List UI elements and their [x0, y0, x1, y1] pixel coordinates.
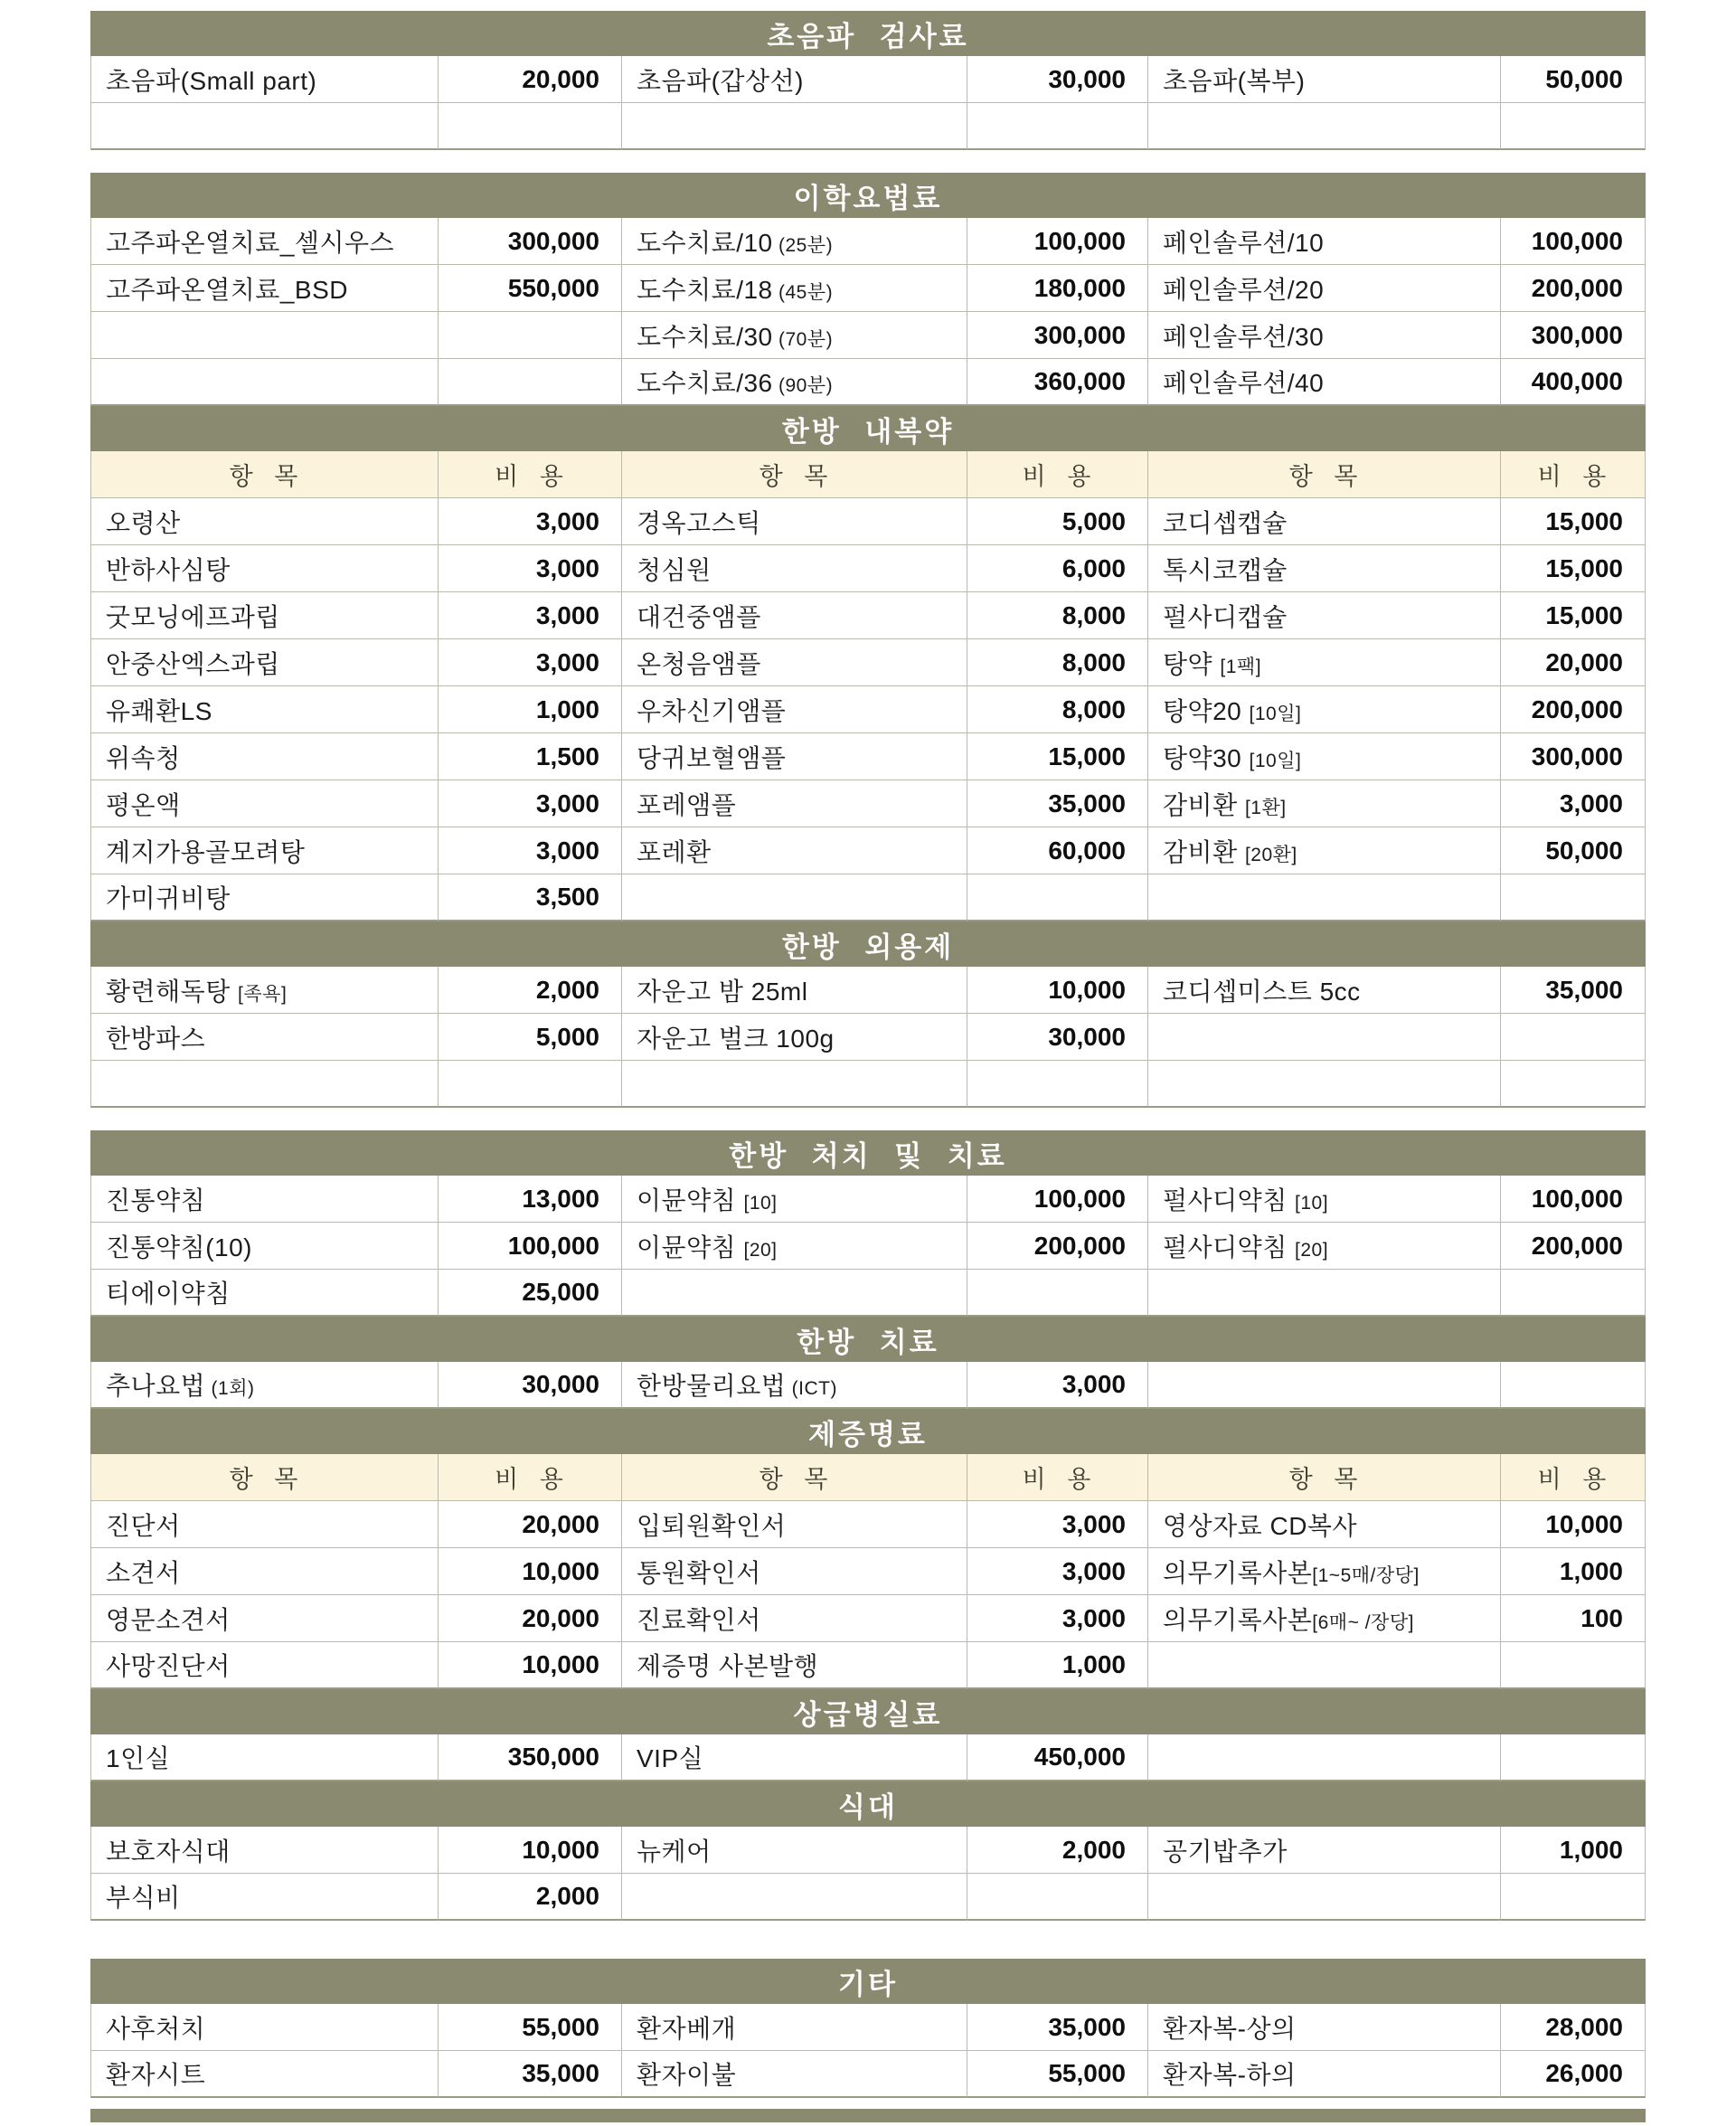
item-cell: 진통약침 [90, 1176, 439, 1223]
price-cell: 2,000 [439, 1874, 622, 1921]
item-detail-text: [10] [743, 1192, 778, 1214]
item-cell: 고주파온열치료_셀시우스 [90, 218, 439, 265]
table-row [90, 103, 1646, 150]
table-row [90, 1734, 1646, 1781]
price-cell: 35,000 [967, 2004, 1148, 2051]
item-cell [622, 874, 967, 921]
section-title: 기타 [90, 1959, 1646, 2004]
section-certificate-fees [90, 1409, 1646, 1689]
price-cell: 1,000 [1501, 1548, 1646, 1595]
item-detail-text: (1회) [205, 1378, 255, 1399]
item-cell: 위속청 [90, 733, 439, 780]
table-row [90, 733, 1646, 780]
item-cell: 공기밥추가 [1148, 1827, 1501, 1874]
item-cell [90, 312, 439, 359]
item-cell: 굿모닝에프과립 [90, 592, 439, 639]
price-cell: 8,000 [967, 686, 1148, 733]
table-row [90, 1223, 1646, 1270]
item-cell: 감비환 [20환] [1148, 827, 1501, 874]
item-cell: 소견서 [90, 1548, 439, 1595]
price-cell: 300,000 [1501, 733, 1646, 780]
price-sheet-page [90, 0, 1646, 2122]
table-row [90, 2004, 1646, 2051]
price-cell: 10,000 [439, 1827, 622, 1874]
price-cell: 55,000 [439, 2004, 622, 2051]
price-cell: 8,000 [967, 639, 1148, 686]
item-cell: 추나요법 (1회) [90, 1362, 439, 1409]
price-cell: 1,000 [1501, 1827, 1646, 1874]
item-cell: 부식비 [90, 1874, 439, 1921]
price-cell [967, 1270, 1148, 1317]
item-cell: 탕약20 [10일] [1148, 686, 1501, 733]
item-cell: 자운고 밤 25ml [622, 967, 967, 1014]
item-detail-text: [10] [1295, 1192, 1329, 1214]
item-cell [1148, 1362, 1501, 1409]
section-title: 이학요법료 [90, 173, 1646, 218]
item-cell: 경옥고스틱 [622, 498, 967, 545]
table-row [90, 312, 1646, 359]
price-cell: 20,000 [439, 56, 622, 103]
item-cell [90, 359, 439, 406]
item-cell: 페인솔루션/40 [1148, 359, 1501, 406]
item-cell: 진통약침(10) [90, 1223, 439, 1270]
item-cell: 펄사디약침 [10] [1148, 1176, 1501, 1223]
price-cell: 35,000 [967, 780, 1148, 827]
column-header-item-cell: 항 목 [90, 451, 439, 498]
item-cell: 티에이약침 [90, 1270, 439, 1317]
price-cell [1501, 103, 1646, 150]
item-cell: 초음파(복부) [1148, 56, 1501, 103]
item-cell: 펄사디약침 [20] [1148, 1223, 1501, 1270]
item-cell: 뉴케어 [622, 1827, 967, 1874]
price-cell: 10,000 [439, 1642, 622, 1689]
item-cell: 도수치료/10 (25분) [622, 218, 967, 265]
price-cell [439, 103, 622, 150]
price-cell: 400,000 [1501, 359, 1646, 406]
item-cell [1148, 1014, 1501, 1061]
column-header-item-cell: 항 목 [622, 1454, 967, 1501]
price-cell [967, 103, 1148, 150]
price-cell: 5,000 [439, 1014, 622, 1061]
price-cell: 3,000 [967, 1595, 1148, 1642]
price-cell: 1,000 [439, 686, 622, 733]
column-header-item-cell: 항 목 [90, 1454, 439, 1501]
price-cell: 10,000 [967, 967, 1148, 1014]
item-cell: 제증명 사본발행 [622, 1642, 967, 1689]
price-cell: 25,000 [439, 1270, 622, 1317]
price-cell: 100,000 [439, 1223, 622, 1270]
price-cell: 50,000 [1501, 56, 1646, 103]
price-cell: 3,500 [439, 874, 622, 921]
price-cell [1501, 1874, 1646, 1921]
price-cell: 550,000 [439, 265, 622, 312]
item-cell: 사망진단서 [90, 1642, 439, 1689]
item-cell: 온청음앰플 [622, 639, 967, 686]
price-cell [1501, 1014, 1646, 1061]
item-cell: 코디셉캡슐 [1148, 498, 1501, 545]
item-cell: 환자베개 [622, 2004, 967, 2051]
price-cell: 35,000 [439, 2051, 622, 2098]
item-cell: 톡시코캡슐 [1148, 545, 1501, 592]
item-cell: 유쾌환LS [90, 686, 439, 733]
item-cell: 환자복-하의 [1148, 2051, 1501, 2098]
price-cell: 350,000 [439, 1734, 622, 1781]
item-cell: 안중산엑스과립 [90, 639, 439, 686]
price-cell: 3,000 [967, 1362, 1148, 1409]
item-detail-text: [20] [743, 1239, 778, 1261]
item-cell: 이뮨약침 [10] [622, 1176, 967, 1223]
item-cell: 영상자료 CD복사 [1148, 1501, 1501, 1548]
item-cell: 코디셉미스트 5cc [1148, 967, 1501, 1014]
column-header-price-cell: 비 용 [1501, 1454, 1646, 1501]
section-title: 한방 치료 [90, 1317, 1646, 1362]
item-cell: 페인솔루션/10 [1148, 218, 1501, 265]
item-detail-text: (45분) [772, 281, 834, 303]
price-cell: 15,000 [1501, 498, 1646, 545]
item-detail-text: [20환] [1244, 844, 1297, 865]
price-cell: 450,000 [967, 1734, 1148, 1781]
section-title: 제증명료 [90, 1409, 1646, 1454]
price-cell: 10,000 [1501, 1501, 1646, 1548]
item-cell: 대건중앰플 [622, 592, 967, 639]
item-detail-text: (25분) [772, 234, 834, 256]
item-detail-text: [20] [1295, 1239, 1329, 1261]
item-detail-text: [10일] [1249, 750, 1302, 771]
item-detail-text: [10일] [1249, 703, 1302, 724]
table-row [90, 1270, 1646, 1317]
item-cell: 도수치료/18 (45분) [622, 265, 967, 312]
price-cell: 3,000 [967, 1501, 1148, 1548]
item-cell: 계지가용골모려탕 [90, 827, 439, 874]
item-detail-text: (ICT) [786, 1378, 837, 1399]
column-header-price-cell: 비 용 [1501, 451, 1646, 498]
price-cell: 60,000 [967, 827, 1148, 874]
price-cell: 8,000 [967, 592, 1148, 639]
item-cell: 초음파(갑상선) [622, 56, 967, 103]
item-cell [90, 1061, 439, 1108]
column-header-price-cell: 비 용 [967, 451, 1148, 498]
item-cell: 가미귀비탕 [90, 874, 439, 921]
price-cell: 20,000 [439, 1595, 622, 1642]
price-cell: 100,000 [967, 1176, 1148, 1223]
column-header-item-cell: 항 목 [622, 451, 967, 498]
table-row [90, 780, 1646, 827]
table-row [90, 827, 1646, 874]
section-premium-room-fees [90, 1689, 1646, 1781]
price-cell: 3,000 [439, 639, 622, 686]
section-title: 한방 내복약 [90, 406, 1646, 451]
column-header-price-cell: 비 용 [439, 451, 622, 498]
item-detail-text: (70분) [772, 328, 834, 350]
table-row [90, 967, 1646, 1014]
item-cell [622, 1874, 967, 1921]
price-cell: 3,000 [439, 498, 622, 545]
item-detail-text: [족욕] [238, 983, 288, 1005]
item-cell: 보호자식대 [90, 1827, 439, 1874]
price-cell: 30,000 [967, 56, 1148, 103]
section-others [90, 1959, 1646, 2098]
item-cell: 페인솔루션/30 [1148, 312, 1501, 359]
price-cell: 200,000 [1501, 686, 1646, 733]
price-cell: 30,000 [967, 1014, 1148, 1061]
section-herbal-procedures [90, 1130, 1646, 1317]
price-cell: 26,000 [1501, 2051, 1646, 2098]
price-cell: 20,000 [439, 1501, 622, 1548]
price-cell: 100 [1501, 1595, 1646, 1642]
table-row [90, 1014, 1646, 1061]
column-header-row [90, 451, 1646, 498]
price-cell: 10,000 [439, 1548, 622, 1595]
item-detail-text: (90분) [772, 375, 834, 396]
item-cell: 황련해독탕 [족욕] [90, 967, 439, 1014]
price-cell: 100,000 [1501, 1176, 1646, 1223]
table-row [90, 1061, 1646, 1108]
item-cell: 초음파(Small part) [90, 56, 439, 103]
item-cell [1148, 1642, 1501, 1689]
table-row [90, 639, 1646, 686]
item-cell: 청심원 [622, 545, 967, 592]
item-cell: 당귀보혈앰플 [622, 733, 967, 780]
section-title: 식대 [90, 1781, 1646, 1827]
price-cell [1501, 1734, 1646, 1781]
item-cell: 통원확인서 [622, 1548, 967, 1595]
price-cell: 55,000 [967, 2051, 1148, 2098]
item-cell [1148, 874, 1501, 921]
price-cell [1501, 1642, 1646, 1689]
price-cell [439, 359, 622, 406]
table-row [90, 1548, 1646, 1595]
price-cell: 15,000 [1501, 592, 1646, 639]
item-cell: 반하사심탕 [90, 545, 439, 592]
price-cell [1501, 1270, 1646, 1317]
table-row [90, 56, 1646, 103]
item-cell: 한방파스 [90, 1014, 439, 1061]
price-cell: 3,000 [1501, 780, 1646, 827]
item-cell: 의무기록사본[6매~ /장당] [1148, 1595, 1501, 1642]
column-header-price-cell: 비 용 [439, 1454, 622, 1501]
footer-bar [90, 2109, 1646, 2122]
price-cell: 50,000 [1501, 827, 1646, 874]
price-cell [439, 312, 622, 359]
table-row [90, 1595, 1646, 1642]
item-cell: 탕약30 [10일] [1148, 733, 1501, 780]
item-cell [90, 103, 439, 150]
item-detail-text: [6매~ /장당] [1312, 1611, 1414, 1633]
price-cell [967, 1061, 1148, 1108]
item-cell: 자운고 벌크 100g [622, 1014, 967, 1061]
price-cell [1501, 1061, 1646, 1108]
price-table [90, 11, 1646, 2098]
price-cell: 35,000 [1501, 967, 1646, 1014]
item-cell [622, 1270, 967, 1317]
table-row [90, 498, 1646, 545]
price-cell: 6,000 [967, 545, 1148, 592]
item-cell [622, 1061, 967, 1108]
item-detail-text: [1환] [1244, 797, 1287, 818]
price-cell: 1,500 [439, 733, 622, 780]
section-meal-fees [90, 1781, 1646, 1921]
table-row [90, 545, 1646, 592]
item-cell: 의무기록사본[1~5매/장당] [1148, 1548, 1501, 1595]
price-cell: 2,000 [967, 1827, 1148, 1874]
column-header-item-cell: 항 목 [1148, 1454, 1501, 1501]
table-row [90, 1642, 1646, 1689]
column-header-row [90, 1454, 1646, 1501]
column-header-item-cell: 항 목 [1148, 451, 1501, 498]
item-cell: 탕약 [1팩] [1148, 639, 1501, 686]
table-row [90, 592, 1646, 639]
table-row [90, 1501, 1646, 1548]
item-cell: 펄사디캡슐 [1148, 592, 1501, 639]
price-cell [1501, 1362, 1646, 1409]
item-cell [1148, 1061, 1501, 1108]
column-header-price-cell: 비 용 [967, 1454, 1148, 1501]
price-cell: 100,000 [1501, 218, 1646, 265]
section-title: 한방 외용제 [90, 921, 1646, 967]
price-cell: 300,000 [967, 312, 1148, 359]
table-row [90, 2051, 1646, 2098]
section-physical-therapy-fees [90, 173, 1646, 406]
price-cell: 200,000 [1501, 265, 1646, 312]
item-cell: 도수치료/30 (70분) [622, 312, 967, 359]
item-cell: 입퇴원확인서 [622, 1501, 967, 1548]
price-cell: 3,000 [439, 780, 622, 827]
item-cell: 감비환 [1환] [1148, 780, 1501, 827]
price-cell [967, 874, 1148, 921]
item-cell [1148, 103, 1501, 150]
table-row [90, 359, 1646, 406]
item-cell: 환자복-상의 [1148, 2004, 1501, 2051]
price-cell: 180,000 [967, 265, 1148, 312]
price-cell [967, 1874, 1148, 1921]
item-cell: 이뮨약침 [20] [622, 1223, 967, 1270]
price-cell: 13,000 [439, 1176, 622, 1223]
price-cell: 3,000 [439, 545, 622, 592]
item-cell [1148, 1734, 1501, 1781]
table-row [90, 218, 1646, 265]
price-cell: 15,000 [1501, 545, 1646, 592]
price-cell: 300,000 [1501, 312, 1646, 359]
price-cell: 28,000 [1501, 2004, 1646, 2051]
price-cell: 200,000 [967, 1223, 1148, 1270]
item-cell: 평온액 [90, 780, 439, 827]
price-cell: 3,000 [967, 1548, 1148, 1595]
price-cell: 100,000 [967, 218, 1148, 265]
item-cell: 영문소견서 [90, 1595, 439, 1642]
table-row [90, 1827, 1646, 1874]
table-row [90, 265, 1646, 312]
item-cell: 페인솔루션/20 [1148, 265, 1501, 312]
item-cell: 도수치료/36 (90분) [622, 359, 967, 406]
item-cell: 한방물리요법 (ICT) [622, 1362, 967, 1409]
item-cell: VIP실 [622, 1734, 967, 1781]
item-cell [622, 103, 967, 150]
item-cell: 환자시트 [90, 2051, 439, 2098]
price-cell: 5,000 [967, 498, 1148, 545]
table-row [90, 686, 1646, 733]
price-cell: 2,000 [439, 967, 622, 1014]
price-cell: 15,000 [967, 733, 1148, 780]
item-detail-text: [1팩] [1220, 656, 1262, 677]
price-cell [1501, 874, 1646, 921]
section-title: 상급병실료 [90, 1689, 1646, 1734]
price-cell: 3,000 [439, 592, 622, 639]
item-cell: 우차신기앰플 [622, 686, 967, 733]
price-cell: 30,000 [439, 1362, 622, 1409]
item-cell [1148, 1874, 1501, 1921]
item-cell: 오령산 [90, 498, 439, 545]
item-cell: 고주파온열치료_BSD [90, 265, 439, 312]
item-cell: 1인실 [90, 1734, 439, 1781]
price-cell: 20,000 [1501, 639, 1646, 686]
price-cell: 300,000 [439, 218, 622, 265]
table-row [90, 1874, 1646, 1921]
section-herbal-external-use [90, 921, 1646, 1108]
item-detail-text: [1~5매/장당] [1312, 1564, 1420, 1586]
price-cell: 360,000 [967, 359, 1148, 406]
price-cell: 200,000 [1501, 1223, 1646, 1270]
section-title: 초음파 검사료 [90, 11, 1646, 56]
item-cell [1148, 1270, 1501, 1317]
section-herbal-internal-medicine [90, 406, 1646, 921]
item-cell: 포레환 [622, 827, 967, 874]
item-cell: 포레앰플 [622, 780, 967, 827]
section-ultrasound-fees [90, 11, 1646, 150]
item-cell: 환자이불 [622, 2051, 967, 2098]
price-cell: 1,000 [967, 1642, 1148, 1689]
section-herbal-treatment [90, 1317, 1646, 1409]
table-row [90, 874, 1646, 921]
table-row [90, 1176, 1646, 1223]
price-cell: 3,000 [439, 827, 622, 874]
table-row [90, 1362, 1646, 1409]
price-cell [439, 1061, 622, 1108]
item-cell: 진단서 [90, 1501, 439, 1548]
section-title: 한방 처치 및 치료 [90, 1130, 1646, 1176]
item-cell: 진료확인서 [622, 1595, 967, 1642]
item-cell: 사후처치 [90, 2004, 439, 2051]
